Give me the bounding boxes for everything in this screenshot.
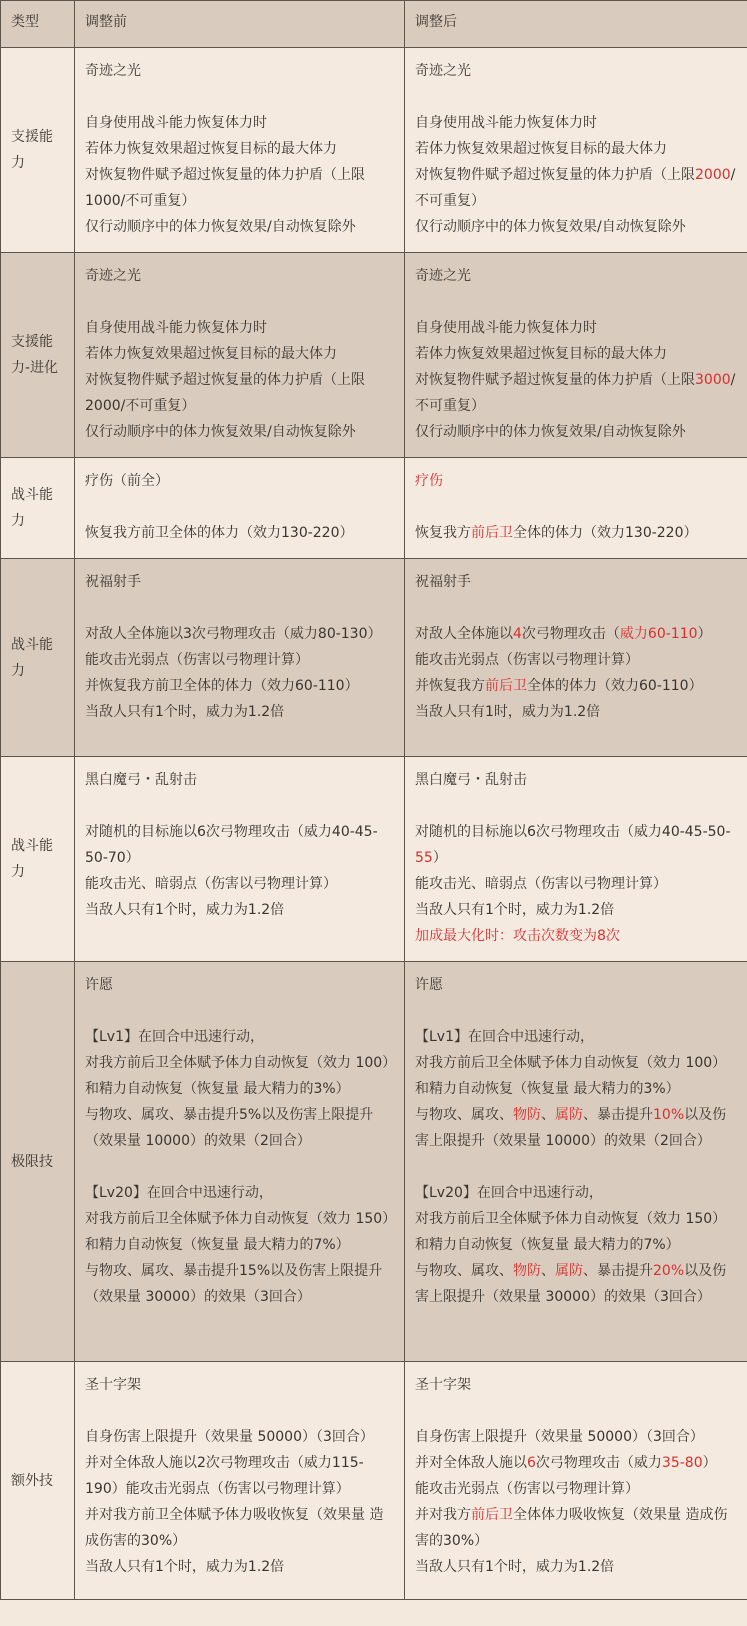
cell-line: 自身使用战斗能力恢复体力时	[415, 115, 597, 131]
spacer	[85, 289, 394, 315]
cell-line: 当敌人只有1时，威力为1.2倍	[415, 704, 601, 720]
text-segment: 与物攻、属攻、	[415, 1107, 513, 1123]
spacer	[415, 793, 737, 819]
cell-line: 自身使用战斗能力恢复体力时	[85, 115, 267, 131]
row-type: 额外技	[1, 1362, 75, 1600]
text-segment: 全体的体力（效力130-220）	[513, 525, 698, 541]
spacer	[415, 998, 737, 1024]
cell-line	[415, 162, 737, 214]
text-segment: 以及伤害上限提升（效果量 30000）的效果（3回合）	[415, 1263, 727, 1305]
cell-line: 与物攻、属攻、暴击提升5%以及伤害上限提升（效果量 10000）的效果（2回合）	[85, 1107, 374, 1149]
cell-line	[415, 367, 737, 419]
spacer	[415, 494, 737, 520]
cell-line	[415, 621, 737, 647]
cell-line: 若体力恢复效果超过恢复目标的最大体力	[415, 141, 667, 157]
cell-line: 对我方前后卫全体赋予体力自动恢复（效力 100）和精力自动恢复（恢复量 最大精力的3%）	[85, 1055, 390, 1097]
cell-line: 自身伤害上限提升（效果量 50000）（3回合）	[415, 1429, 704, 1445]
cell-line: 对恢复物件赋予超过恢复量的体力护盾（上限1000/不可重复）	[85, 167, 365, 209]
changed-value: 加成最大化时：攻击次数变为8次	[415, 928, 620, 944]
spacer	[85, 793, 394, 819]
cell-line	[415, 1258, 737, 1310]
cell-line	[415, 819, 737, 871]
cell-line: 并恢复我方前卫全体的体力（效力60-110）	[85, 678, 359, 694]
spacer	[415, 1398, 737, 1424]
text-segment: ）	[702, 1455, 717, 1471]
changed-value: 属防	[555, 1107, 583, 1123]
row-type: 战斗能力	[1, 458, 75, 559]
text-segment: 、暴击提升	[583, 1263, 653, 1279]
changed-value: 6	[527, 1455, 536, 1471]
header-before: 调整前	[75, 1, 405, 48]
cell-line: 当敌人只有1个时，威力为1.2倍	[85, 902, 285, 918]
cell-line: 当敌人只有1个时，威力为1.2倍	[415, 1559, 615, 1575]
table-row	[1, 962, 747, 1362]
changed-value: 威力60-110	[619, 626, 698, 642]
spacer	[85, 494, 394, 520]
cell-line: 和精力自动恢复（恢复量 最大精力的3%）	[415, 1081, 680, 1097]
cell-line: 若体力恢复效果超过恢复目标的最大体力	[85, 346, 337, 362]
cell-line: 对我方前后卫全体赋予体力自动恢复（效力 150）	[415, 1211, 727, 1227]
cell-line: 仅行动顺序中的体力恢复效果/自动恢复除外	[415, 219, 686, 235]
changed-value: 35-80	[661, 1455, 703, 1471]
cell-line: 当敌人只有1个时，威力为1.2倍	[85, 1559, 285, 1575]
cell-line	[415, 1502, 737, 1554]
cell-line: 并对我方前卫全体赋予体力吸收恢复（效果量 造成伤害的30%）	[85, 1507, 384, 1549]
cell-line: 对我方前后卫全体赋予体力自动恢复（效力 150）和精力自动恢复（恢复量 最大精力的7%）	[85, 1211, 390, 1253]
changed-value: 20%	[653, 1263, 685, 1279]
cell-line: 奇迹之光	[85, 268, 141, 284]
before-cell	[75, 458, 405, 559]
cell-line: 祝福射手	[415, 574, 471, 590]
after-cell	[405, 48, 747, 253]
cell-line: 若体力恢复效果超过恢复目标的最大体力	[415, 346, 667, 362]
cell-line: 黑白魔弓・乱射击	[415, 772, 527, 788]
changed-value: 疗伤	[415, 473, 443, 489]
text-segment: 并对我方	[415, 1507, 471, 1523]
after-cell	[405, 962, 747, 1362]
before-cell	[75, 757, 405, 962]
row-type: 支援能力	[1, 48, 75, 253]
text-segment: /不可重复）	[415, 167, 736, 209]
spacer	[85, 595, 394, 621]
cell-line: 许愿	[85, 977, 113, 993]
cell-line: 自身伤害上限提升（效果量 50000）（3回合）	[85, 1429, 374, 1445]
before-cell	[75, 48, 405, 253]
after-cell	[405, 757, 747, 962]
text-segment: 恢复我方	[415, 525, 471, 541]
table-row	[1, 458, 747, 559]
row-type: 战斗能力	[1, 559, 75, 757]
cell-line: 【Lv1】在回合中迅速行动，	[415, 1029, 594, 1045]
cell-line: 奇迹之光	[415, 63, 471, 79]
cell-line: 和精力自动恢复（恢复量 最大精力的7%）	[415, 1237, 680, 1253]
text-segment: ）	[432, 850, 447, 866]
text-segment: 对随机的目标施以6次弓物理攻击（威力40-45-50-	[415, 824, 731, 840]
cell-line: 若体力恢复效果超过恢复目标的最大体力	[85, 141, 337, 157]
table-row	[1, 559, 747, 757]
spacer	[85, 84, 394, 110]
changed-value: 4	[513, 626, 522, 642]
table-row	[1, 1362, 747, 1600]
text-segment: 、暴击提升	[583, 1107, 653, 1123]
cell-line: 并对全体敌人施以2次弓物理攻击（威力115-190）能攻击光弱点（伤害以弓物理计算）	[85, 1455, 364, 1497]
spacer	[415, 289, 737, 315]
cell-line: 【Lv1】在回合中迅速行动，	[85, 1029, 264, 1045]
cell-line: 自身使用战斗能力恢复体力时	[415, 320, 597, 336]
text-segment: 次弓物理攻击（威力	[535, 1455, 662, 1471]
cell-line	[415, 923, 737, 949]
cell-line: 能攻击光、暗弱点（伤害以弓物理计算）	[85, 876, 337, 892]
cell-line: 仅行动顺序中的体力恢复效果/自动恢复除外	[415, 424, 686, 440]
cell-line: 当敌人只有1个时，威力为1.2倍	[85, 704, 285, 720]
after-cell	[405, 458, 747, 559]
cell-line: 奇迹之光	[85, 63, 141, 79]
changed-value: 10%	[653, 1107, 685, 1123]
before-cell	[75, 1362, 405, 1600]
cell-line	[415, 1102, 737, 1154]
changed-value: 前后卫	[471, 525, 513, 541]
cell-line: 与物攻、属攻、暴击提升15%以及伤害上限提升（效果量 30000）的效果（3回合）	[85, 1263, 383, 1305]
spacer	[415, 84, 737, 110]
changed-value: 2000	[695, 167, 731, 183]
after-cell	[405, 559, 747, 757]
text-segment: 全体的体力（效力60-110）	[527, 678, 703, 694]
cell-line: 能攻击光弱点（伤害以弓物理计算）	[415, 652, 639, 668]
spacer	[85, 1398, 394, 1424]
before-cell	[75, 962, 405, 1362]
cell-line	[415, 468, 737, 494]
cell-line: 当敌人只有1个时，威力为1.2倍	[415, 902, 615, 918]
cell-line: 能攻击光弱点（伤害以弓物理计算）	[415, 1481, 639, 1497]
text-segment: 、	[541, 1263, 555, 1279]
text-segment: 次弓物理攻击（	[521, 626, 620, 642]
spacer	[85, 998, 394, 1024]
cell-line	[415, 520, 737, 546]
after-cell	[405, 1362, 747, 1600]
cell-line: 许愿	[415, 977, 443, 993]
cell-line: 奇迹之光	[415, 268, 471, 284]
header-type: 类型	[1, 1, 75, 48]
cell-line: 对恢复物件赋予超过恢复量的体力护盾（上限2000/不可重复）	[85, 372, 365, 414]
before-cell	[75, 253, 405, 458]
cell-line: 能攻击光、暗弱点（伤害以弓物理计算）	[415, 876, 667, 892]
cell-line: 圣十字架	[415, 1377, 471, 1393]
text-segment: 、	[541, 1107, 555, 1123]
cell-line	[415, 1450, 737, 1476]
cell-line: 祝福射手	[85, 574, 141, 590]
table-row	[1, 48, 747, 253]
spacer	[415, 1154, 737, 1180]
cell-line: 【Lv20】在回合中迅速行动，	[415, 1185, 603, 1201]
text-segment: /不可重复）	[415, 372, 736, 414]
cell-line: 对随机的目标施以6次弓物理攻击（威力40-45-50-70）	[85, 824, 378, 866]
changed-value: 前后卫	[485, 678, 527, 694]
table-row	[1, 757, 747, 962]
table-row	[1, 253, 747, 458]
spacer	[85, 1154, 394, 1180]
text-segment: ）	[697, 626, 712, 642]
cell-line: 能攻击光弱点（伤害以弓物理计算）	[85, 652, 309, 668]
cell-line: 【Lv20】在回合中迅速行动，	[85, 1185, 273, 1201]
changed-value: 物防	[513, 1263, 541, 1279]
text-segment: 对恢复物件赋予超过恢复量的体力护盾（上限	[415, 372, 695, 388]
spacer	[415, 595, 737, 621]
cell-line: 圣十字架	[85, 1377, 141, 1393]
text-segment: 并恢复我方	[415, 678, 485, 694]
cell-line: 对我方前后卫全体赋予体力自动恢复（效力 100）	[415, 1055, 727, 1071]
header-after: 调整后	[405, 1, 747, 48]
changed-value: 属防	[555, 1263, 583, 1279]
changed-value: 3000	[695, 372, 731, 388]
text-segment: 与物攻、属攻、	[415, 1263, 513, 1279]
cell-line: 黑白魔弓・乱射击	[85, 772, 197, 788]
text-segment: 对恢复物件赋予超过恢复量的体力护盾（上限	[415, 167, 695, 183]
before-cell	[75, 559, 405, 757]
cell-line: 疗伤（前全）	[85, 473, 169, 489]
text-segment: 并对全体敌人施以	[415, 1455, 527, 1471]
cell-line: 恢复我方前卫全体的体力（效力130-220）	[85, 525, 354, 541]
changed-value: 前后卫	[471, 1507, 513, 1523]
row-type: 支援能力-进化	[1, 253, 75, 458]
changed-value: 55	[415, 850, 433, 866]
changed-value: 物防	[513, 1107, 541, 1123]
cell-line: 自身使用战斗能力恢复体力时	[85, 320, 267, 336]
cell-line: 对敌人全体施以3次弓物理攻击（威力80-130）	[85, 626, 382, 642]
row-type: 战斗能力	[1, 757, 75, 962]
text-segment: 全体体力吸收恢复（效果量 造成伤害的30%）	[415, 1507, 728, 1549]
row-type: 极限技	[1, 962, 75, 1362]
after-cell	[405, 253, 747, 458]
text-segment: 对敌人全体施以	[415, 626, 513, 642]
text-segment: 以及伤害上限提升（效果量 10000）的效果（2回合）	[415, 1107, 727, 1149]
cell-line: 仅行动顺序中的体力恢复效果/自动恢复除外	[85, 219, 356, 235]
cell-line: 仅行动顺序中的体力恢复效果/自动恢复除外	[85, 424, 356, 440]
cell-line	[415, 673, 737, 699]
